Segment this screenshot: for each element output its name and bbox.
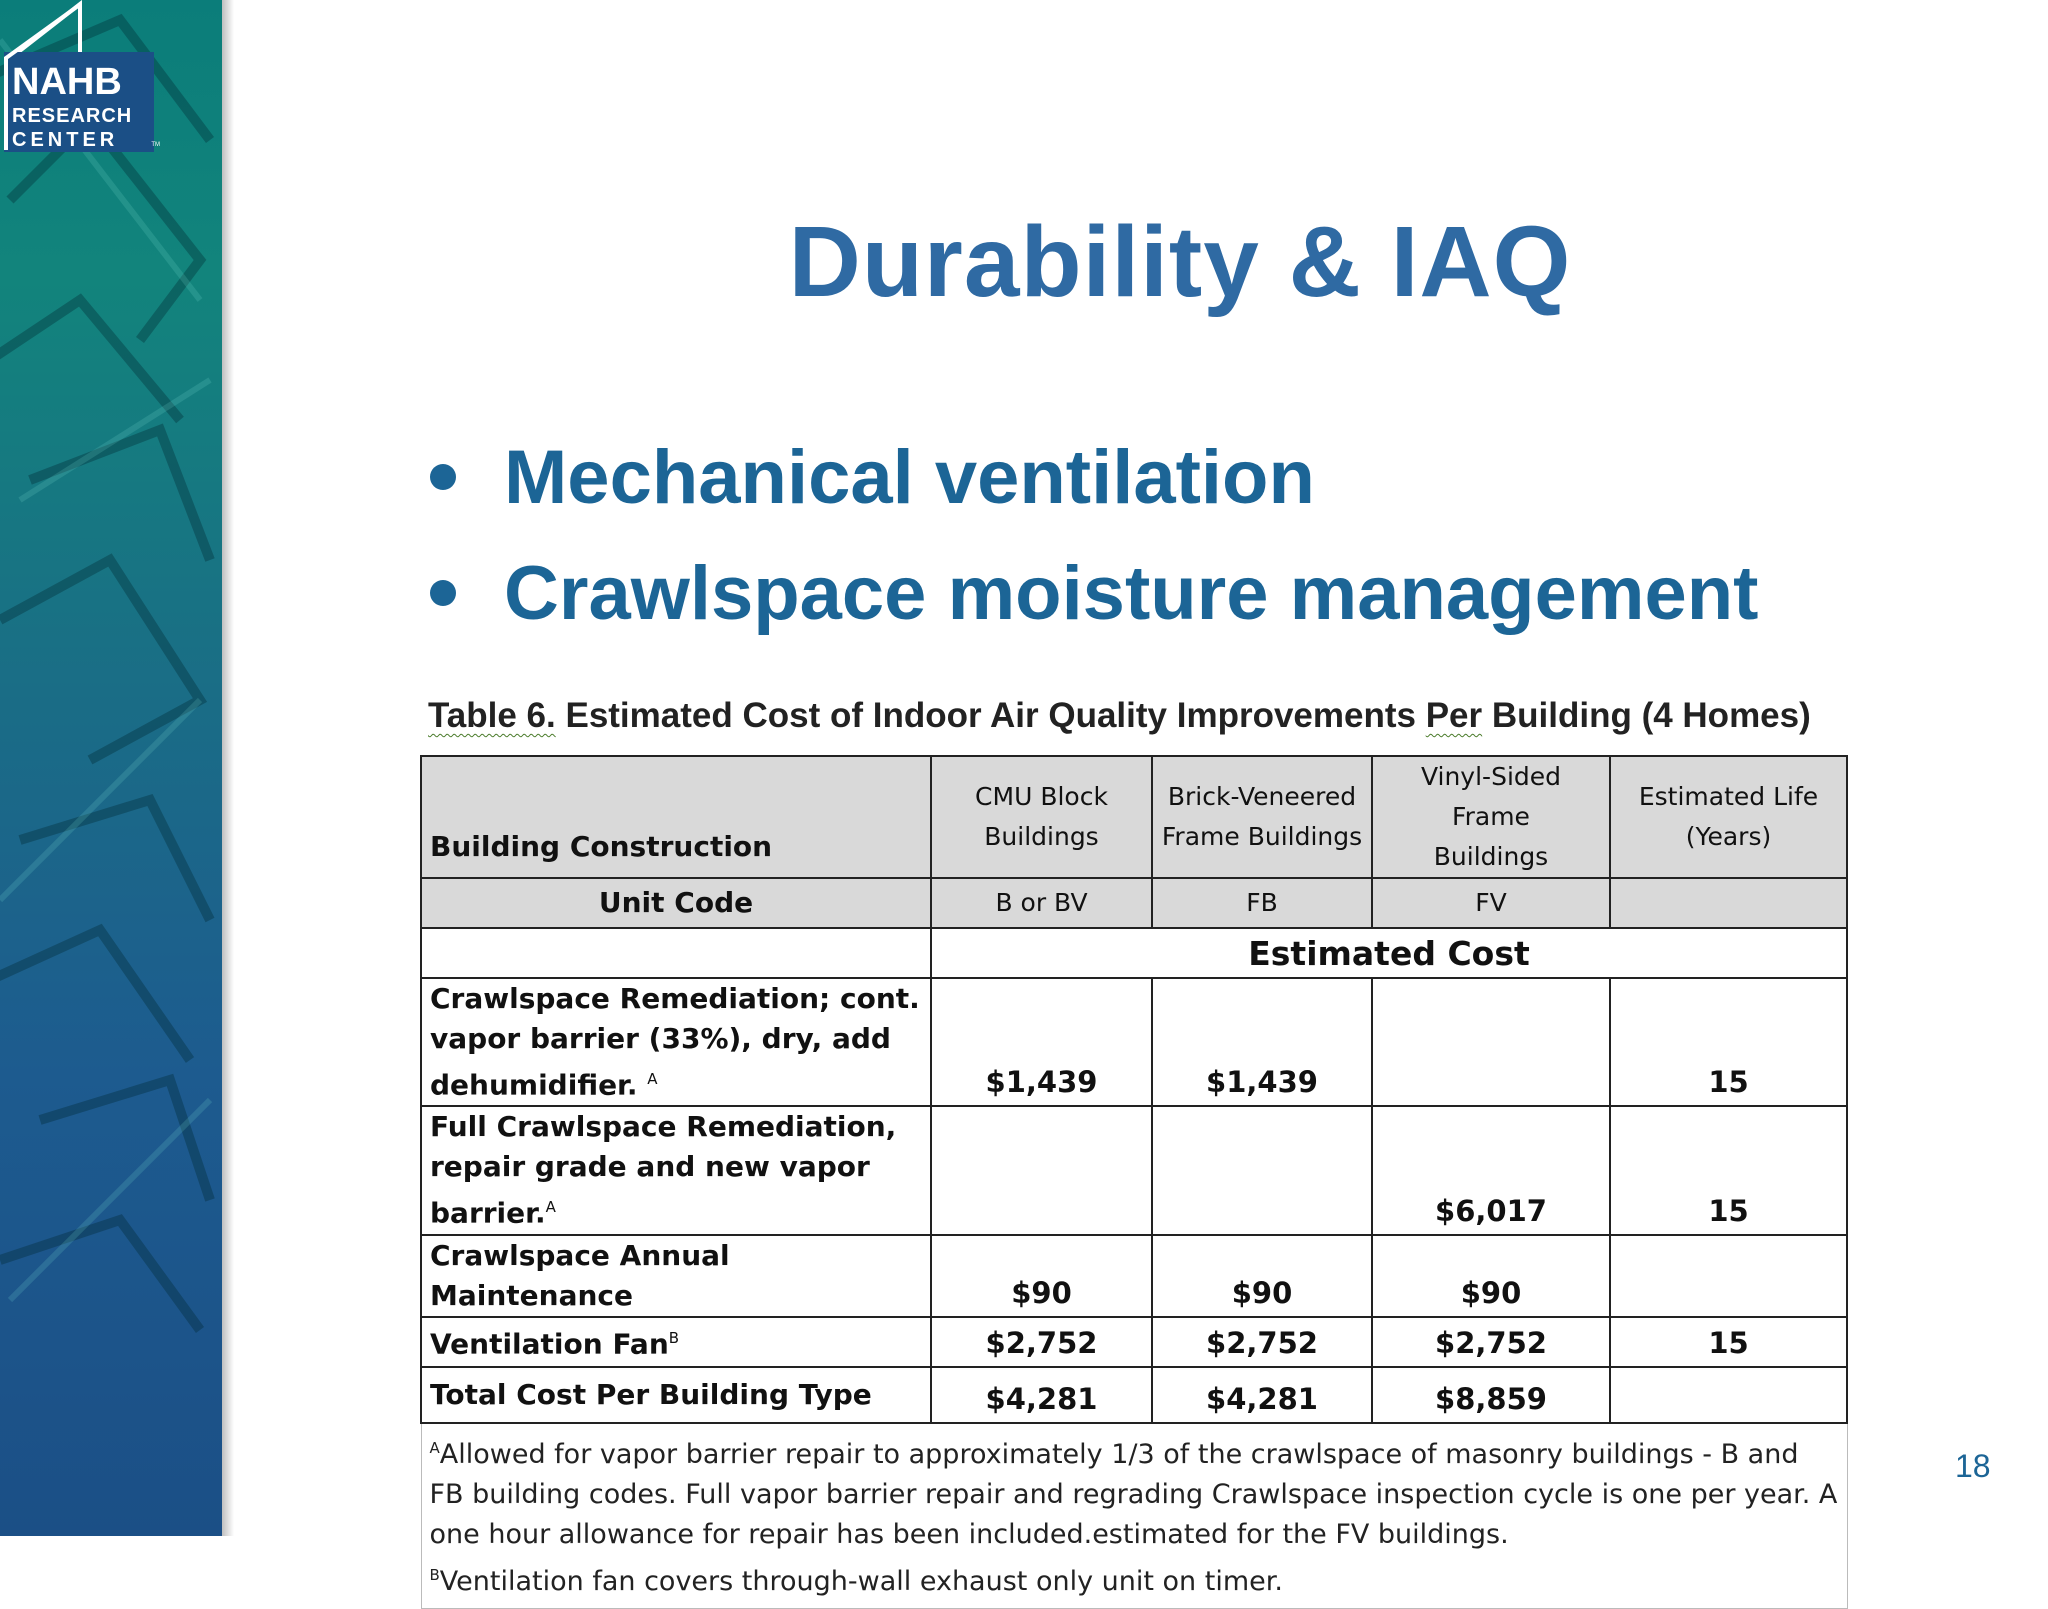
table-caption [428, 696, 1811, 736]
svg-text:TM: TM [151, 142, 160, 148]
row-label-line: Full Crawlspace Remediation, [430, 1110, 897, 1144]
footnote-marker: B [668, 1329, 680, 1348]
cost-cell: $1,439 [931, 978, 1152, 1106]
header-line: (Years) [1685, 822, 1772, 851]
cost-table [420, 755, 1848, 1609]
bullet-text: Mechanical ventilation [504, 435, 1315, 520]
nahb-research-center-logo [0, 0, 165, 160]
row-label: Total Cost Per Building Type [421, 1367, 931, 1423]
cost-cell: $6,017 [1372, 1106, 1610, 1234]
cost-cell [1372, 978, 1610, 1106]
estimated-cost-row [421, 928, 1847, 978]
sidebar-shadow [222, 0, 234, 1536]
cost-cell: $90 [931, 1235, 1152, 1317]
bullet-dot-icon [430, 464, 456, 490]
table-row-total [421, 1367, 1847, 1423]
life-cell [1610, 1235, 1847, 1317]
svg-text:RESEARCH: RESEARCH [12, 105, 133, 127]
decorative-sidebar [0, 0, 222, 1536]
estimated-cost-label: Estimated Cost [931, 928, 1847, 978]
header-building-construction: Building Construction [421, 756, 931, 878]
row-label-text: Ventilation Fan [430, 1327, 669, 1361]
footnote-marker: A [545, 1198, 556, 1217]
empty-cell [421, 928, 931, 978]
cost-cell: $2,752 [1372, 1317, 1610, 1367]
svg-text:CENTER: CENTER [12, 129, 119, 151]
header-estimated-life [1610, 756, 1847, 878]
header-row [421, 756, 1847, 878]
row-label [421, 978, 931, 1106]
row-label [421, 1317, 931, 1367]
footnote-b [430, 1555, 1839, 1602]
header-line: Buildings [984, 822, 1099, 851]
cost-cell: $2,752 [931, 1317, 1152, 1367]
row-label-line: repair grade and new vapor [430, 1150, 870, 1184]
life-cell: 15 [1610, 1317, 1847, 1367]
header-line: CMU Block [975, 782, 1108, 811]
header-vinyl-sided [1372, 756, 1610, 878]
row-label-line: Crawlspace Remediation; cont. [430, 982, 920, 1015]
row-label-text: barrier. [430, 1196, 546, 1230]
total-cell: $8,859 [1372, 1367, 1610, 1423]
table-row [421, 1106, 1847, 1234]
header-line: Frame Buildings [1161, 822, 1363, 851]
row-label [421, 1106, 931, 1234]
cost-cell [931, 1106, 1152, 1234]
header-cmu-block [931, 756, 1152, 878]
slide-title: Durability & IAQ [788, 206, 1572, 318]
total-cell: $4,281 [1152, 1367, 1372, 1423]
cost-cell: $1,439 [1152, 978, 1372, 1106]
row-label-line [430, 1187, 922, 1233]
svg-text:NAHB: NAHB [12, 61, 122, 103]
caption-text: Estimated Cost of Indoor Air Quality Improvements [565, 696, 1416, 735]
row-label-text: dehumidifier. [430, 1068, 638, 1102]
footnote-text: Allowed for vapor barrier repair to approximately 1/3 of the crawlspace of masonry buildings - B and FB building codes. Full vapor barrier repair and regrading Crawlspace inspection cycle is one per year. A one hour allowance for repair has been included.estimated for the FV buildings. [429, 1438, 1838, 1550]
header-line: Vinyl-Sided Frame [1420, 762, 1562, 831]
life-cell: 15 [1610, 1106, 1847, 1234]
cost-cell: $90 [1152, 1235, 1372, 1317]
sidebar-texture [0, 0, 222, 1536]
page-number: 18 [1955, 1448, 1991, 1484]
cost-cell [1152, 1106, 1372, 1234]
row-label-line [430, 1059, 922, 1105]
cost-cell: $2,752 [1152, 1317, 1372, 1367]
table-row [421, 978, 1847, 1106]
life-cell [1610, 1367, 1847, 1423]
table-row [421, 1317, 1847, 1367]
life-cell: 15 [1610, 978, 1847, 1106]
footnote-text: Ventilation fan covers through-wall exhaust only unit on timer. [439, 1565, 1283, 1597]
bullet-text: Crawlspace moisture management [504, 551, 1759, 636]
unit-code-label: Unit Code [421, 878, 931, 928]
footnote-marker: A [647, 1070, 658, 1088]
table-row [421, 1235, 1847, 1317]
header-brick-veneered [1152, 756, 1372, 878]
table-footnotes [421, 1423, 1847, 1609]
notes-row [421, 1423, 1847, 1609]
caption-suffix: Building (4 Homes) [1491, 696, 1811, 735]
unit-code-cell: B or BV [931, 878, 1152, 928]
footnote-marker: A [429, 1438, 440, 1457]
total-cell: $4,281 [931, 1367, 1152, 1423]
footnote-marker: B [429, 1565, 440, 1584]
caption-per: Per [1425, 696, 1483, 735]
unit-code-cell [1610, 878, 1847, 928]
unit-code-cell: FV [1372, 878, 1610, 928]
unit-code-row [421, 878, 1847, 928]
header-line: Brick-Veneered [1167, 782, 1357, 811]
row-label-line: vapor barrier (33%), dry, add [430, 1022, 891, 1055]
bullet-item [430, 536, 1758, 652]
header-line: Buildings [1433, 842, 1549, 871]
bullet-dot-icon [430, 580, 456, 606]
cost-cell: $90 [1372, 1235, 1610, 1317]
header-line: Estimated Life [1638, 782, 1819, 811]
bullet-list [430, 420, 1758, 652]
bullet-item [430, 420, 1758, 536]
row-label: Crawlspace Annual Maintenance [421, 1235, 931, 1317]
caption-prefix: Table 6. [428, 696, 556, 735]
unit-code-cell: FB [1152, 878, 1372, 928]
